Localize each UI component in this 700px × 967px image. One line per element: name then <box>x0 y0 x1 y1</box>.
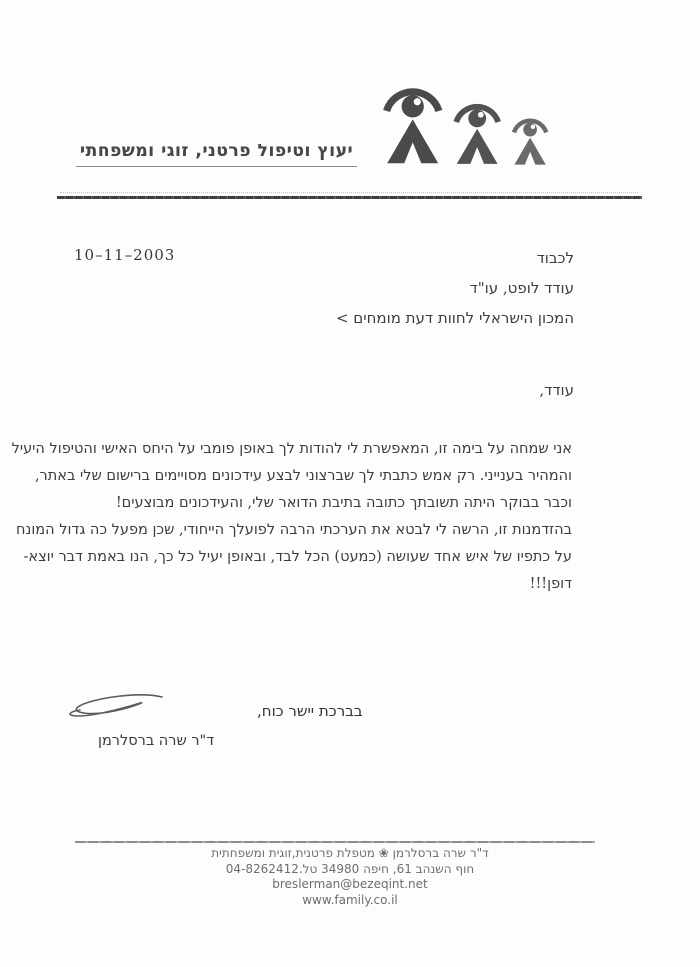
letter-body <box>11 436 572 598</box>
body-line: על כתפיו של איש אחד שעושה (כמעט) הכל לבד, ובאופן יעיל כל כך, הנו באמת דבר יוצא- <box>23 549 572 565</box>
handwritten-signature <box>66 690 166 728</box>
body-line: אני שמחה על בימה זו, המאפשרת לי להודות לך באופן פומבי על היחס האישי והטיפול היעיל <box>11 441 572 457</box>
header-divider-dotted <box>60 192 638 193</box>
footer-address-phone-line: חוף השנהב 61, חיפה 34980 טל.04-8262412 <box>225 861 475 876</box>
recipient-name: עודד לופט, עו"ד <box>469 279 574 297</box>
body-line: והמהיר בענייני. רק אמש כתבתי לך שברצוני לבצע עידכונים מסויימים ברישום שלי באתר, <box>34 468 572 484</box>
body-line: וכבר בבוקר היתה תשובתך כתובה בתיבת הדואר שלי, והעידכונים מבוצעים! <box>115 495 572 511</box>
body-line: בהזדמנות זו, הרשה לי לבטא את הערכתי הרבה לפועלך הייחודי, שכן מפעל כה גדול המונח <box>16 522 572 538</box>
letter-date: 10–11–2003 <box>74 246 176 264</box>
footer-email: breslerman@bezeqint.net <box>272 877 428 891</box>
person-figure-medium-icon <box>451 99 503 166</box>
footer-website: www.family.co.il <box>302 892 398 907</box>
greeting: עודד, <box>539 381 574 399</box>
logo-tagline: יעוץ וטיפול פרטני, זוגי ומשפחתי <box>76 141 357 167</box>
header-divider <box>57 196 642 199</box>
closing-salutation: בברכת יישר כוח, <box>257 702 363 720</box>
signer-name: ד"ר שרה ברסלרמן <box>98 733 215 749</box>
footer-practitioner-line: ד"ר שרה ברסלרמן ❀ מטפלת פרטנית,זוגית ומשפחתית <box>211 846 489 860</box>
recipient-organization: המכון הישראלי לחוות דעת מומחים > <box>335 309 574 327</box>
family-figures-logo <box>380 82 550 166</box>
to-label: לכבוד <box>536 249 574 267</box>
footer-contact-block <box>40 846 660 908</box>
footer-divider <box>75 841 595 843</box>
person-figure-large-icon <box>380 82 445 166</box>
body-line: דופן!!! <box>529 576 572 592</box>
person-figure-small-icon <box>510 115 550 166</box>
addressee-block <box>336 243 574 333</box>
